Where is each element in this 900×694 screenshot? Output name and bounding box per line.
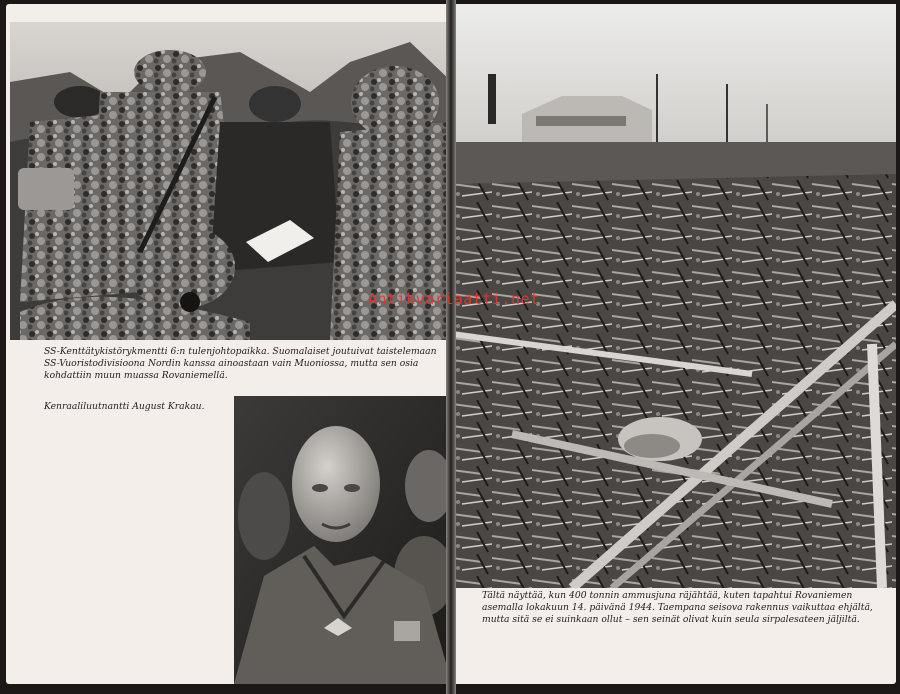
left-page [6,4,450,684]
general-portrait-photo [234,396,452,684]
wreckage-caption: Tältä näyttää, kun 400 tonnin ammusjuna räjähtää, kuten tapahtui Rovaniemen asemalla lokakuun 14. päivänä 1944. Taempana seisova rakennus vaikuttaa ehjältä, mutta sitä se ei suinkaan ollut – sen seinät olivat kuin seula sirpalesateen jäljiltä. [482,590,873,626]
portrait-caption: Kenraaliluutnantti August Krakau. [44,401,205,412]
right-page [452,4,896,684]
book-gutter [446,0,456,694]
watermark: Antikvariaatti.net [368,290,540,308]
top-photo-caption: SS-Kenttätykistörykmentti 6:n tulenjohtopaikka. Suomalaiset joutuivat taistelemaan SS-Vuoristodivisioona Nordin kanssa ainoastaan vain Muoniossa, mutta sen osia kohdattiin muun muassa Rovaniemellä. [44,346,437,382]
